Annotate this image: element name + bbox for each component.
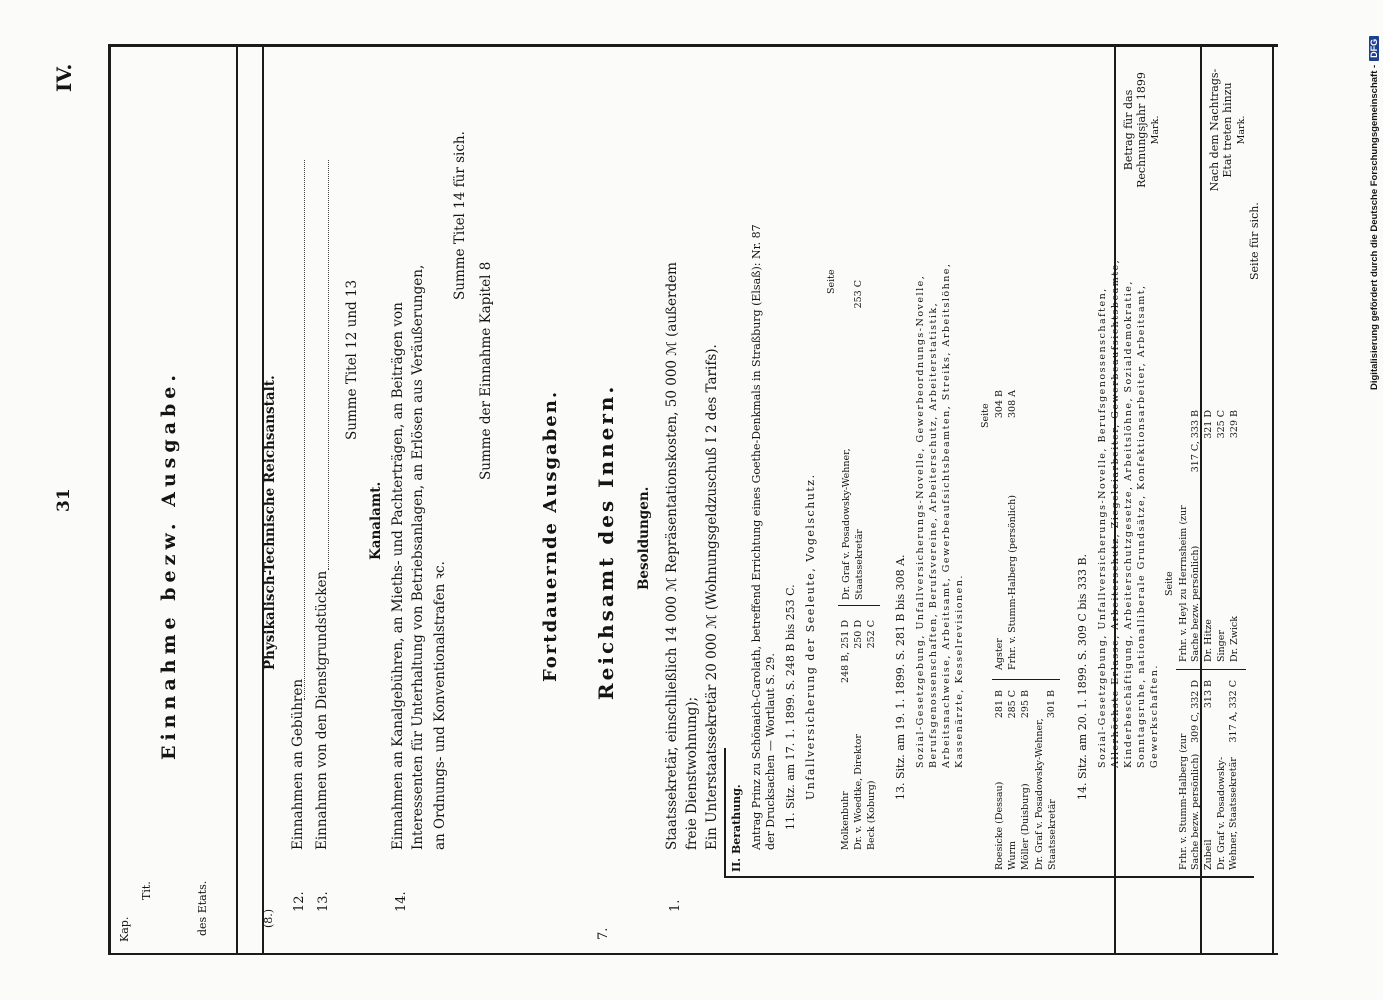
income-row14-l1: Einnahmen an Kanalgebühren, an Mieths- und Pachterträgen, an Beiträgen von <box>390 302 406 850</box>
s14-l0-name: Frhr. v. Stumm-Halberg (zur Sache bezw. persönlich) <box>1178 733 1201 870</box>
s14-r2-name: Singer <box>1216 630 1227 662</box>
s13-l2-page: 295 B <box>1020 690 1031 719</box>
session-13-head: 13. Sitz. am 19. 1. 1899. S. 281 B bis 308 A. <box>894 554 907 800</box>
s14-r1-name: Dr. Hitze <box>1203 619 1214 662</box>
s14-r3-page: 329 B <box>1229 410 1240 439</box>
rule-kap-left <box>108 953 1278 955</box>
side-note-text: Digitalisierung gefördert durch die Deutsche Forschungsgemeinschaft - <box>1368 64 1380 390</box>
income-tit-14: 14. <box>394 891 409 912</box>
income-heading-kanal: Kanalamt. <box>368 481 384 560</box>
expense-row1-l3: Ein Unterstaatssekretär 20 000 ℳ (Wohnungsgeldzuschuß I 2 des Tarifs). <box>704 344 720 850</box>
income-row14-l2: Interessenten für Unterhaltung von Betriebsanlagen, an Erlösen aus Veräußerungen, <box>410 264 426 850</box>
page-number: 31 <box>54 488 74 512</box>
col-kap: Kap. <box>118 916 131 942</box>
s14-divider <box>1176 669 1246 670</box>
s13-r1-name: Frhr. v. Stumm-Halberg (persönlich) <box>1007 495 1018 670</box>
leader-12 <box>304 160 305 700</box>
col-nachtrag-unit: Mark. <box>1236 115 1247 145</box>
s13-r0-page: 304 B <box>994 390 1005 419</box>
income-row14-l3: an Ordnungs- und Konventionalstrafen ꝛc. <box>432 561 448 850</box>
debate-rule-top <box>724 748 726 878</box>
s11-l2-page: 252 C <box>866 620 877 649</box>
expense-heading-reichsamt: Reichsamt des Innern. <box>594 383 618 700</box>
side-note-rotated <box>1364 10 1383 390</box>
expense-tit-1: 1. <box>668 899 683 912</box>
col-nachtrag-text: Nach dem Nachtrags-Etat treten hinzu <box>1208 68 1234 192</box>
col-betrag <box>1122 60 1161 200</box>
s13-l1-name: Wurm <box>1007 840 1018 870</box>
debate-title: II. Berathung. <box>730 784 743 872</box>
leader-13 <box>328 160 329 570</box>
col-nachtrag <box>1208 60 1247 200</box>
s13-l1-page: 285 C <box>1007 690 1018 719</box>
col-tit: Tit. <box>140 881 153 900</box>
s13-l2-name: Möller (Duisburg) <box>1020 783 1031 870</box>
s14-l2-page: 317 A, 332 C <box>1228 680 1239 743</box>
s13-divider <box>992 679 1060 680</box>
rule-head-bottom <box>236 45 238 955</box>
income-tit-13: 13. <box>316 891 331 912</box>
session-13-seite: Seite <box>980 403 991 428</box>
s11-r0-page: 253 C <box>853 280 864 309</box>
income-sum1-label: Summe Titel 12 und 13 <box>344 279 360 440</box>
s11-l0-page: 248 B, 251 D <box>840 620 851 683</box>
s13-r1-page: 308 A <box>1007 390 1018 419</box>
session-11-seite: Seite <box>826 269 837 294</box>
income-text-12: Einnahmen an Gebühren <box>290 678 306 850</box>
s11-r0-name: Dr. Graf v. Posadowsky-Wehner, Staatssekretär <box>841 448 865 600</box>
s11-divider <box>838 605 880 606</box>
s14-l0-page: 309 C, 332 D <box>1190 680 1201 743</box>
debate-rule-left <box>724 877 1254 879</box>
session-14-head: 14. Sitz. am 20. 1. 1899. S. 309 C bis 333 B. <box>1076 553 1089 800</box>
rule-bottom <box>108 44 1278 47</box>
s14-r2-page: 325 C <box>1216 410 1227 439</box>
s11-l1-page: 250 D <box>853 620 864 649</box>
s13-l3-page: 301 B <box>1046 690 1057 719</box>
col-betrag-text: Betrag für das Rechnungsjahr 1899 <box>1122 72 1148 188</box>
s11-l1-name: Dr. v. Woedtke, Direktor <box>853 734 864 850</box>
income-heading-pta: Physikalisch-Technische Reichsanstalt. <box>262 375 278 670</box>
s13-l0-name: Roesicke (Dessau) <box>994 781 1005 870</box>
income-sum14-label: Summe Titel 14 für sich. <box>452 131 468 300</box>
s14-l1-name: Zubeil <box>1203 839 1214 870</box>
dfg-logo: DFG <box>1369 36 1379 61</box>
col-betrag-unit: Mark. <box>1150 115 1161 145</box>
col-des-etats: des Etats. <box>196 880 209 936</box>
debate-closing: Seite für sich. <box>1248 202 1261 280</box>
income-tit-12: 12. <box>292 891 307 912</box>
rule-right <box>1272 45 1274 955</box>
s13-l0-page: 281 B <box>994 690 1005 719</box>
session-14-topic: Sozial-Gesetzgebung, Unfallversicherungs-Novelle, Berufsgenossenschaften, Allerhöchste Erlasse, Arbeiterschutz, Ziegeleiarbeiter, Gewerbeaufsichtsbeamte, Kinderbeschäftigung, Arbeiterschutzgesetze, Arbeitslöhne, Sozialdemokratie, Sonntagsruhe, nationalliberale Grundsätze, Konfektionsarbeiter, Arbeitsamt, Gewerkschaften. <box>1097 258 1160 768</box>
rule-top <box>108 45 111 955</box>
s11-l2-name: Beck (Koburg) <box>866 780 877 850</box>
session-11-topic: Unfallversicherung der Seeleute, Vogelschutz. <box>804 473 817 800</box>
s14-r3-name: Dr. Zwick <box>1229 615 1240 662</box>
debate-intro: Antrag Prinz zu Schönaich-Carolath, betreffend Errichtung eines Goethe-Denkmals in Straßburg (Elsaß): Nr. 87 der Drucksachen — Wortlaut S. 29. <box>750 224 777 850</box>
s14-r0-page: 317 C, 333 B <box>1190 410 1201 473</box>
s11-l0-name: Molkenbuhr <box>840 791 851 850</box>
section-mark: IV. <box>52 63 76 92</box>
page-title: Einnahme bezw. Ausgabe. <box>158 370 180 760</box>
s13-r0-name: Agster <box>994 638 1005 670</box>
session-14-seite: Seite <box>1164 571 1175 596</box>
s14-l2-name: Dr. Graf v. Posadowsky-Wehner, Staatssekretär <box>1216 756 1239 870</box>
s14-l1-page: 313 B <box>1203 680 1214 709</box>
expense-heading-besoldungen: Besoldungen. <box>636 486 652 590</box>
income-text-13: Einnahmen von den Dienstgrundstücken <box>314 570 330 850</box>
expense-heading: Fortdauernde Ausgaben. <box>540 389 561 682</box>
side-note <box>1364 10 1383 390</box>
expense-row1-l2: freie Dienstwohnung); <box>684 696 700 850</box>
session-11-head: 11. Sitz. am 17. 1. 1899. S. 248 B bis 253 C. <box>784 584 797 830</box>
s13-l3-name: Dr. Graf v. Posadowsky-Wehner, Staatssekretär <box>1034 718 1058 870</box>
income-sum8-label: Summe der Einnahme Kapitel 8 <box>478 261 494 480</box>
income-kap: (8.) <box>262 908 275 928</box>
s14-r1-page: 321 D <box>1203 410 1214 439</box>
expense-row1-l1: Staatssekretär, einschließlich 14 000 ℳ Repräsentationskosten, 50 000 ℳ (außerdem <box>664 262 680 850</box>
s14-r0-name: Frhr. v. Heyl zu Herrnsheim (zur Sache bezw. persönlich) <box>1178 505 1201 662</box>
expense-kap: 7. <box>596 927 611 940</box>
session-13-topic: Sozial-Gesetzgebung, Unfallversicherungs-Novelle, Gewerbeordnungs-Novelle, Berufsgenossenschaften, Berufsvereine, Arbeiterschutz, Arbeiterstatistik, Arbeitsnachweise, Arbeitsamt, Gewerbeaufsichtsbeamten, Streiks, Arbeitslöhne, Kassenärzte, Kesselrevisionen. <box>915 262 965 768</box>
